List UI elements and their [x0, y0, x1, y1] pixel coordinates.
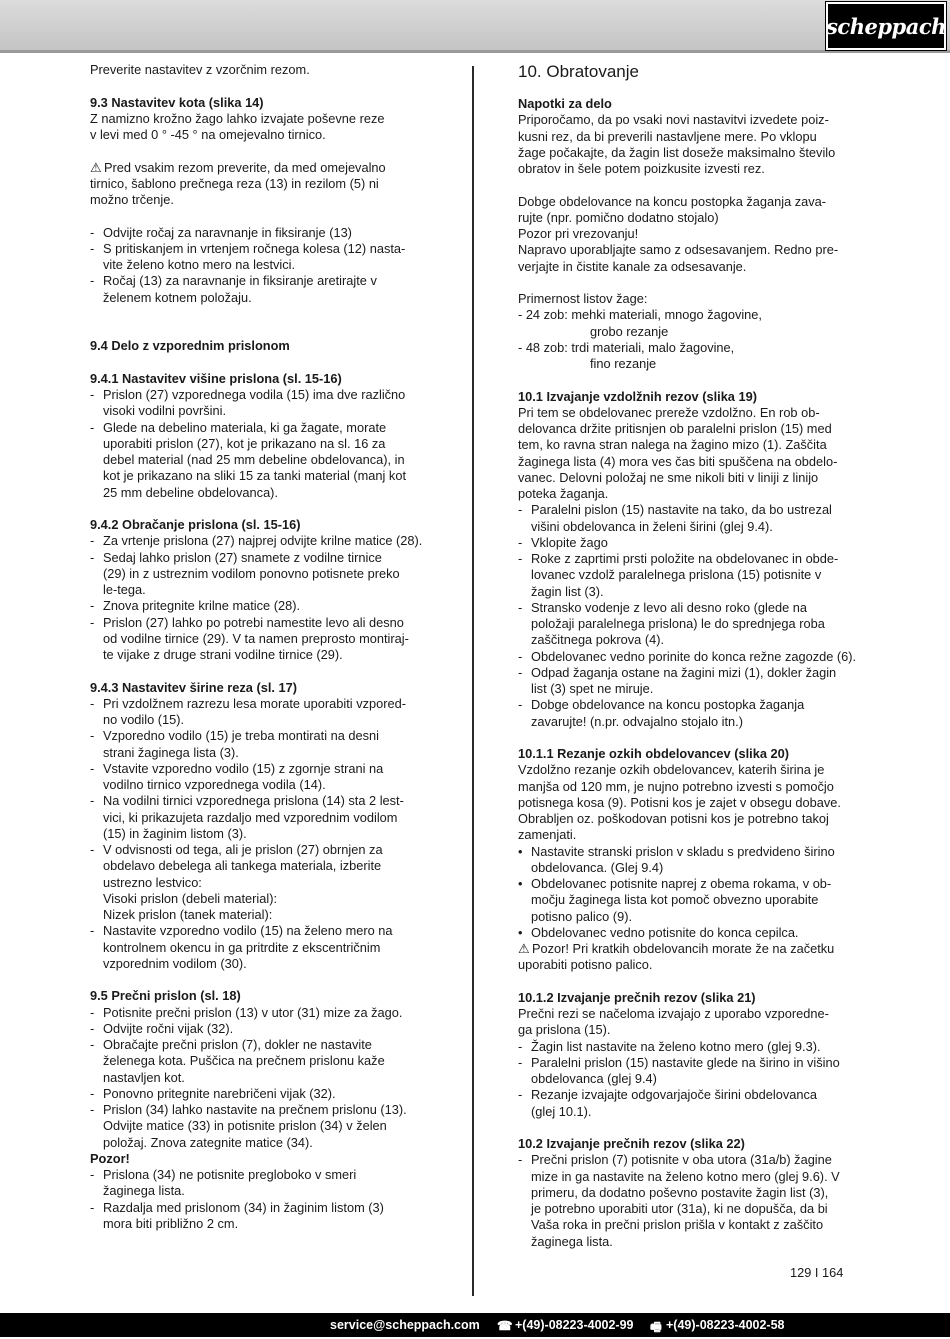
- list-item-line: uporabiti prislon (27), kot je prikazano na sl. 16 za: [103, 435, 386, 451]
- paragraph-line: vanec. Delovni položaj ne sme nikoli biti v liniji z linijo: [518, 469, 819, 485]
- section-9-5-title: 9.5 Prečni prislon (sl. 18): [90, 988, 241, 1004]
- page-number: 129 I 164: [790, 1265, 844, 1280]
- list-item-line: S pritiskanjem in vrtenjem ročnega kolesa (12) nasta-: [103, 240, 406, 256]
- intro-line: Preverite nastavitev z vzorčnim rezom.: [90, 62, 310, 77]
- paragraph-line: Obrabljen oz. poškodovan potisni kos je potrebno takoj: [518, 811, 829, 826]
- list-item-line: Vstavite vzporedno vodilo (15) z zgornje strani na: [103, 760, 384, 776]
- paragraph-line: v levi med 0 ° -45 ° na omejevalno tirnico.: [90, 127, 326, 142]
- dash-marker: -: [518, 1152, 523, 1168]
- warning-icon: ⚠: [518, 941, 530, 956]
- list-item-line: 25 mm debeline obdelovanca).: [103, 484, 279, 500]
- list-item: [518, 1152, 857, 1250]
- list-item: [518, 1039, 857, 1055]
- dash-marker: -: [90, 387, 95, 402]
- paragraph-line: tem, ko ravna stran nalega na žagino mizo (1). Zaščita: [518, 437, 827, 453]
- paragraph-line: Pozor pri vrezovanju!: [518, 226, 639, 241]
- dash-marker: -: [90, 842, 95, 857]
- list-item-line: ustrezno lestvico:: [103, 874, 202, 890]
- list-item: [90, 728, 430, 761]
- right-column: [518, 62, 857, 1250]
- blade-suitability-title: Primernost listov žage:: [518, 291, 648, 306]
- list-item: [518, 535, 857, 551]
- list-item-line: Visoki prislon (debeli material):: [103, 890, 278, 906]
- dash-marker: -: [518, 502, 523, 518]
- list-item: [90, 420, 430, 501]
- service-email-link[interactable]: service@scheppach.com: [330, 1318, 480, 1332]
- list-item-line: Odvijte ročni vijak (32).: [103, 1020, 234, 1036]
- list-item-line: Obračajte prečni prislon (7), dokler ne nastavite: [103, 1037, 372, 1052]
- list-item-line: Ročaj (13) za naravnanje in fiksiranje aretirajte v: [103, 273, 377, 289]
- warning-text: Pozor! Pri kratkih obdelovancih morate že na začetku: [532, 941, 835, 956]
- list-item: [518, 649, 857, 665]
- list-item: [518, 844, 857, 877]
- list-9-4-1: [90, 387, 430, 501]
- list-item-line: Odpad žaganja ostane na žagini mizi (1), dokler žagin: [531, 664, 837, 680]
- left-column: [90, 62, 430, 1232]
- paragraph-line: rujte (npr. pomično dodatno stojalo): [518, 209, 719, 225]
- scheppach-logo: scheppach: [826, 2, 946, 50]
- paragraph-line: Vzdolžno rezanje ozkih obdelovancev, katerih širina je: [518, 762, 825, 778]
- list-item-line: Žagin list nastavite na želeno kotno mero (glej 9.3).: [531, 1038, 821, 1054]
- list-10-1-2: [518, 1039, 857, 1120]
- dash-marker: -: [518, 664, 523, 680]
- dash-marker: -: [90, 614, 95, 630]
- list-item: [518, 665, 857, 698]
- fax-number: +(49)-08223-4002-58: [666, 1318, 785, 1332]
- list-item-line: Obdelovanec potisnite naprej z obema rokama, v ob-: [531, 876, 832, 891]
- list-item-line: mize in ga nastavite na želeno kotno mero (glej 9.6). V: [531, 1168, 840, 1184]
- paragraph-line: potisnega kosa (9). Potisni kos je zajet v obsegu dobave.: [518, 794, 841, 810]
- dash-marker: -: [518, 1038, 523, 1054]
- list-item-line: strani žaginega lista (3).: [103, 744, 239, 760]
- list-item: [90, 842, 430, 923]
- dash-marker: -: [90, 224, 95, 240]
- section-10-1-2-title: 10.1.2 Izvajanje prečnih rezov (slika 21): [518, 989, 756, 1005]
- warning-icon: ⚠: [90, 159, 102, 175]
- list-item-line: kot je prikazano na sliki 15 za tanki material (manj kot: [103, 468, 406, 484]
- paragraph-line: verjajte in čistite kanale za odsesavanje.: [518, 258, 747, 274]
- list-item-line: Prislon (27) lahko po potrebi namestite levo ali desno: [103, 614, 404, 630]
- warning-line: [90, 160, 430, 176]
- list-item-line: lovanec vzdolž paralelnega prislona (15) potisnite v: [531, 567, 822, 583]
- list-item-line: od vodilne tirnice (29). V ta namen preprosto montiraj-: [103, 630, 409, 646]
- list-9-4-3: [90, 696, 430, 972]
- list-item-line: želenem kotnem položaju.: [103, 289, 252, 305]
- list-item: [90, 1005, 430, 1021]
- dash-marker: -: [90, 1004, 95, 1020]
- list-item: [518, 876, 857, 925]
- list-item: [90, 1021, 430, 1037]
- list-item: [90, 761, 430, 794]
- dash-marker: -: [90, 1020, 95, 1036]
- list-item-line: višini obdelovanca in želeni širini (glej 9.4).: [531, 518, 773, 534]
- list-item-line: Glede na debelino materiala, ki ga žagate, morate: [103, 419, 387, 435]
- list-item-line: zaščitnega pokrova (4).: [531, 632, 665, 648]
- list-item-line: V odvisnosti od tega, ali je prislon (27) obrnjen za: [103, 842, 383, 857]
- list-item: [90, 387, 430, 420]
- paragraph-line: manjša od 120 mm, je nujno potrebno izvesti s pomočjo: [518, 778, 834, 794]
- dash-marker: -: [90, 1102, 95, 1117]
- paragraph-line: poteka žaganja.: [518, 486, 609, 501]
- list-9-3: [90, 225, 430, 306]
- list-item-line: Na vodilni tirnici vzporednega prislona (14) sta 2 lest-: [103, 793, 404, 809]
- section-10-title: 10. Obratovanje: [518, 62, 639, 81]
- paragraph-line: žage počakajte, da žagin list doseže maksimalno število: [518, 144, 836, 160]
- list-item-line: žaginega lista.: [531, 1233, 613, 1249]
- list-item-line: Nizek prislon (tanek material):: [103, 907, 273, 922]
- list-item: [518, 600, 857, 649]
- blade-24-detail: grobo rezanje: [590, 323, 669, 339]
- list-item-line: Prečni prislon (7) potisnite v oba utora (31a/b) žagine: [531, 1152, 832, 1168]
- paragraph-line: zamenjati.: [518, 827, 577, 843]
- phone-icon: ☎: [497, 1319, 513, 1333]
- napotki-paragraph: [518, 112, 857, 177]
- list-item: [90, 1200, 430, 1233]
- list-item: [518, 925, 857, 941]
- section-10-2-title: 10.2 Izvajanje prečnih rezov (slika 22): [518, 1136, 745, 1151]
- dash-marker: -: [518, 648, 523, 664]
- list-item-line: (15) in žaginim listom (3).: [103, 825, 247, 841]
- blade-48-line: - 48 zob: trdi materiali, malo žagovine,: [518, 339, 735, 355]
- list-item-line: Pri vzdolžnem razrezu lesa morate uporabiti vzpored-: [103, 695, 406, 711]
- list-item: [518, 1087, 857, 1120]
- list-item: [90, 1086, 430, 1102]
- warning-line: [518, 941, 857, 957]
- list-item: [90, 225, 430, 241]
- dash-marker: -: [90, 793, 95, 809]
- list-item: [90, 793, 430, 842]
- paragraph-line: kusni rez, da bi preverili nastavljene mere. Po vklopu: [518, 128, 817, 144]
- list-item-line: Prislon (34) lahko nastavite na prečnem prislonu (13).: [103, 1102, 407, 1117]
- list-item-line: Odvijte matice (33) in potisnite prislon (34) v želen: [103, 1118, 387, 1134]
- list-item-line: mora biti približno 2 cm.: [103, 1215, 239, 1231]
- blade-48-detail: fino rezanje: [590, 356, 657, 371]
- section-10-1-title: 10.1 Izvajanje vzdolžnih rezov (slika 19): [518, 388, 757, 404]
- list-item-line: Obdelovanec vedno porinite do konca režne zagozde (6).: [531, 648, 857, 664]
- header-bar: [0, 0, 950, 53]
- warning-text: Pred vsakim rezom preverite, da med omejevalno: [104, 159, 386, 175]
- section-9-4-2-title: 9.4.2 Obračanje prislona (sl. 15-16): [90, 517, 301, 532]
- list-item: [90, 533, 430, 549]
- list-10-1: [518, 502, 857, 730]
- dobge-paragraph: [518, 194, 857, 275]
- list-item-line: obdelovanca. (Glej 9.4): [531, 859, 664, 875]
- paragraph-line: žaginega lista (4) mora ves čas biti spuščena na obdelo-: [518, 453, 838, 469]
- dash-marker: -: [518, 1054, 523, 1070]
- section-10-1-1-paragraph: [518, 762, 857, 843]
- list-item-line: Stransko vodenje z levo ali desno roko (glede na: [531, 599, 808, 615]
- list-item-line: (29) in z ustreznim vodilom ponovno potisnete preko: [103, 565, 400, 581]
- list-item-line: nastavljen kot.: [103, 1069, 185, 1085]
- dash-marker: -: [90, 1199, 95, 1215]
- paragraph-line: ga prislona (15).: [518, 1022, 611, 1038]
- blade-24-line: - 24 zob: mehki materiali, mnogo žagovine,: [518, 307, 762, 323]
- dash-marker: -: [90, 240, 95, 256]
- list-item-line: žagin list (3).: [531, 583, 604, 599]
- fax-icon: 🖷: [650, 1320, 662, 1334]
- list-item-line: Nastavite stranski prislon v skladu s predvideno širino: [531, 843, 835, 859]
- list-item-line: te vijake z druge strani vodilne tirnice (29).: [103, 647, 343, 662]
- dash-marker: -: [90, 728, 95, 744]
- section-9-4-3-title: 9.4.3 Nastavitev širine reza (sl. 17): [90, 679, 297, 695]
- section-9-3-title: 9.3 Nastavitev kota (slika 14): [90, 94, 264, 110]
- list-9-4-2: [90, 533, 430, 663]
- list-item: [90, 615, 430, 664]
- list-9-5: [90, 1005, 430, 1151]
- list-item-line: Paralelni prislon (15) nastavite glede na širino in višino: [531, 1054, 840, 1070]
- dash-marker: -: [518, 551, 523, 566]
- list-item-line: potisno palico (9).: [531, 908, 633, 924]
- section-10-1-paragraph: [518, 405, 857, 503]
- section-10-1-1-title: 10.1.1 Rezanje ozkih obdelovancev (slika 20): [518, 746, 789, 761]
- list-item-line: Razdalja med prislonom (34) in žaginim listom (3): [103, 1199, 384, 1215]
- section-9-4-title: 9.4 Delo z vzporednim prislonom: [90, 338, 290, 354]
- list-item-line: Odvijte ročaj za naravnanje in fiksiranje (13): [103, 224, 352, 240]
- list-item-line: list (3) spet ne miruje.: [531, 681, 654, 696]
- list-item: [518, 697, 857, 730]
- dash-marker: -: [518, 599, 523, 615]
- dash-marker: -: [90, 549, 95, 565]
- list-10-2: [518, 1152, 857, 1250]
- footer-bar: [0, 1313, 950, 1337]
- list-item-line: Znova pritegnite krilne matice (28).: [103, 598, 301, 614]
- list-item-line: Ponovno pritegnite narebričeni vijak (32).: [103, 1085, 336, 1101]
- list-item: [90, 241, 430, 274]
- list-item-line: je potrebno uporabiti utor (31a), ki ne dopušča, da bi: [531, 1201, 828, 1216]
- list-item-line: Prislona (34) ne potisnite pregloboko v smeri: [103, 1167, 357, 1182]
- paragraph-line: Pri tem se obdelovanec prereže vzdolžno. En rob ob-: [518, 404, 820, 420]
- warning-text: možno trčenje.: [90, 192, 174, 207]
- bullet-marker: •: [518, 876, 523, 891]
- warning-text: tirnico, šablono prečnega reza (13) in rezilom (5) ni: [90, 175, 379, 191]
- dash-marker: -: [518, 697, 523, 713]
- paragraph-line: Napravo uporabljajte samo z odsesavanjem. Redno pre-: [518, 242, 839, 258]
- dash-marker: -: [90, 533, 95, 549]
- list-item: [90, 273, 430, 306]
- section-9-4-1-title: 9.4.1 Nastavitev višine prislona (sl. 15-16): [90, 370, 342, 386]
- paragraph-line: Prečni rezi se načeloma izvajajo z uporabo vzporedne-: [518, 1006, 829, 1021]
- list-item: [518, 502, 857, 535]
- list-item-line: visoki vodilni površini.: [103, 403, 227, 419]
- list-item-line: Vaša roka in prečni prislon prišla v kontakt z zaščito: [531, 1217, 824, 1233]
- list-item-line: položaji paralelnega prislona) le do sprednjega roba: [531, 616, 825, 631]
- list-item-line: vici, ki prikazujeta razdaljo med vzporednim vodilom: [103, 809, 398, 825]
- bullet-marker: •: [518, 924, 523, 940]
- list-item: [90, 923, 430, 972]
- dash-marker: -: [90, 273, 95, 289]
- dash-marker: -: [90, 923, 95, 939]
- list-item: [518, 551, 857, 600]
- list-item-line: Sedaj lahko prislon (27) snamete z vodilne tirnice: [103, 549, 382, 565]
- list-item-line: Nastavite vzporedno vodilo (15) na želeno mero na: [103, 923, 393, 939]
- list-item-line: Obdelovanec vedno potisnite do konca cepilca.: [531, 924, 799, 940]
- list-item-line: položaj. Znova zategnite matice (34).: [103, 1134, 313, 1150]
- list-item-line: Vzporedno vodilo (15) je treba montirati na desni: [103, 728, 380, 744]
- paragraph-line: Dobge obdelovance na koncu postopka žaganja zava-: [518, 193, 827, 209]
- list-item-line: vodilno tirnico vzporednega vodila (14).: [103, 777, 326, 792]
- list-item-line: Vklopite žago: [531, 534, 608, 550]
- dash-marker: -: [90, 1085, 95, 1101]
- list-item-line: no vodilo (15).: [103, 712, 185, 727]
- list-item: [90, 1167, 430, 1200]
- list-item: [90, 1102, 430, 1151]
- list-item-line: obdelovanca (glej 9.4): [531, 1071, 657, 1086]
- dash-marker: -: [518, 534, 523, 550]
- pozor-label: Pozor!: [90, 1150, 130, 1166]
- dash-marker: -: [90, 760, 95, 776]
- list-item-line: debel material (nad 25 mm debeline obdelovanca), in: [103, 452, 405, 467]
- list-pozor: [90, 1167, 430, 1232]
- list-item-line: zavarujte! (n.pr. odvajalno stojalo itn.): [531, 713, 743, 729]
- paragraph-line: Priporočamo, da po vsaki novi nastavitvi izvedete poiz-: [518, 112, 829, 128]
- napotki-title: Napotki za delo: [518, 96, 612, 111]
- list-item-line: Dobge obdelovance na koncu postopka žaganja: [531, 697, 805, 713]
- dash-marker: -: [90, 1037, 95, 1052]
- list-item-line: žaginega lista.: [103, 1183, 185, 1199]
- bullet-marker: •: [518, 843, 523, 859]
- list-item-line: Rezanje izvajajte odgovarjajoče širini obdelovanca: [531, 1087, 817, 1103]
- paragraph-line: Z namizno krožno žago lahko izvajate poševne reze: [90, 110, 385, 126]
- column-divider: [472, 66, 474, 1296]
- phone-number: +(49)-08223-4002-99: [515, 1318, 634, 1332]
- list-item: [90, 598, 430, 614]
- list-item-line: Za vrtenje prislona (27) najprej odvijte krilne matice (28).: [103, 533, 423, 549]
- list-10-1-1: [518, 844, 857, 942]
- list-item-line: Roke z zaprtimi prsti položite na obdelovanec in obde-: [531, 551, 839, 566]
- section-10-1-2-paragraph: [518, 1006, 857, 1039]
- list-item-line: primeru, da dodatno poševno postavite žagin list (3),: [531, 1184, 829, 1200]
- list-item-line: (glej 10.1).: [531, 1103, 592, 1119]
- list-item-line: vite želeno kotno mero na lestvici.: [103, 257, 296, 272]
- list-item: [90, 550, 430, 599]
- dash-marker: -: [90, 1167, 95, 1182]
- list-item: [518, 1055, 857, 1088]
- list-item-line: obdelavo debelega ali tankega materiala, izberite: [103, 858, 382, 874]
- list-item-line: Prislon (27) vzporednega vodila (15) ima dve različno: [103, 387, 406, 402]
- list-item-line: kontrolnem okencu in ga pritrdite z ekscentričnim: [103, 939, 381, 955]
- dash-marker: -: [90, 419, 95, 435]
- dash-marker: -: [90, 598, 95, 614]
- list-item-line: želenega kota. Puščica na prečnem prislonu kaže: [103, 1053, 385, 1069]
- warning-text: uporabiti potisno palico.: [518, 957, 653, 973]
- list-item-line: Paralelni pislon (15) nastavite na tako, da bo ustrezal: [531, 502, 832, 518]
- paragraph-line: obratov in šele potem poizkusite izvesti rez.: [518, 161, 765, 176]
- list-item-line: močju žaginega lista kot pomoč obvezno uporabite: [531, 892, 819, 908]
- dash-marker: -: [90, 695, 95, 711]
- list-item-line: vzporednim vodilom (30).: [103, 955, 247, 971]
- list-item-line: le-tega.: [103, 582, 146, 597]
- paragraph-line: delovanca držite pritisnjen ob paralelni prislon (15) med: [518, 421, 832, 436]
- list-item: [90, 696, 430, 729]
- list-item-line: Potisnite prečni prislon (13) v utor (31) mize za žago.: [103, 1004, 403, 1020]
- list-item: [90, 1037, 430, 1086]
- dash-marker: -: [518, 1087, 523, 1103]
